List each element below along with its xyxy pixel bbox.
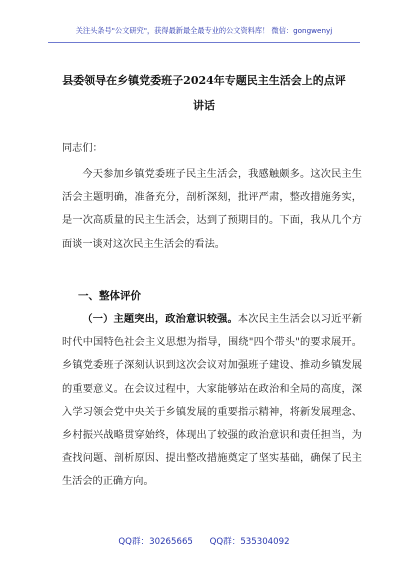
title-line-2: 讲话 (193, 99, 215, 112)
greeting: 同志们： (62, 143, 103, 154)
header-divider (48, 42, 360, 43)
paragraph-body: 本次民主生活会以习近平新时代中国特色社会主义思想为指导，围绕"四个带头"的要求展开。乡镇党委班子深刻认识到这次会议对加强班子建设、推动乡镇发展的重要意义。在会议过程中，大家能够站在政治和全局的高度，深入学习领会党中央关于乡镇发展的重要指示精神，将新发展理念、乡村振兴战略贯穿始终，体现出了较强的政治意识和责任担当，为查找问题、剖析原因、提出整改措施奠定了坚实基础，确保了民主生活会的正确方向。 (62, 314, 363, 488)
paragraph-theme (62, 308, 362, 494)
footer-qq-group-2: QQ群：535304092 (209, 537, 290, 547)
document-title (44, 68, 364, 118)
section-heading-overall-evaluation: 一、整体评价 (78, 290, 141, 302)
footer-qq-group-1: QQ群：30265665 (118, 537, 193, 547)
title-line-1: 县委领导在乡镇党委班子2024年专题民主生活会上的点评 (62, 74, 346, 87)
header-notice: 关注头条号"公文研究"，获得最新最全最专业的公文资料库！ 微信：gongwenyj (75, 26, 333, 35)
paragraph-lead-heading: （一）主题突出，政治意识较强。 (82, 313, 238, 325)
paragraph-intro: 今天参加乡镇党委班子民主生活会，我感触颇多。这次民主生活会主题明确，准备充分，剖析深刻，批评严肃，整改措施务实，是一次高质量的民主生活会，达到了预期目的。下面，我从几个方面谈一谈对这次民主生活会的看法。 (62, 169, 362, 250)
footer-contacts (0, 535, 408, 551)
